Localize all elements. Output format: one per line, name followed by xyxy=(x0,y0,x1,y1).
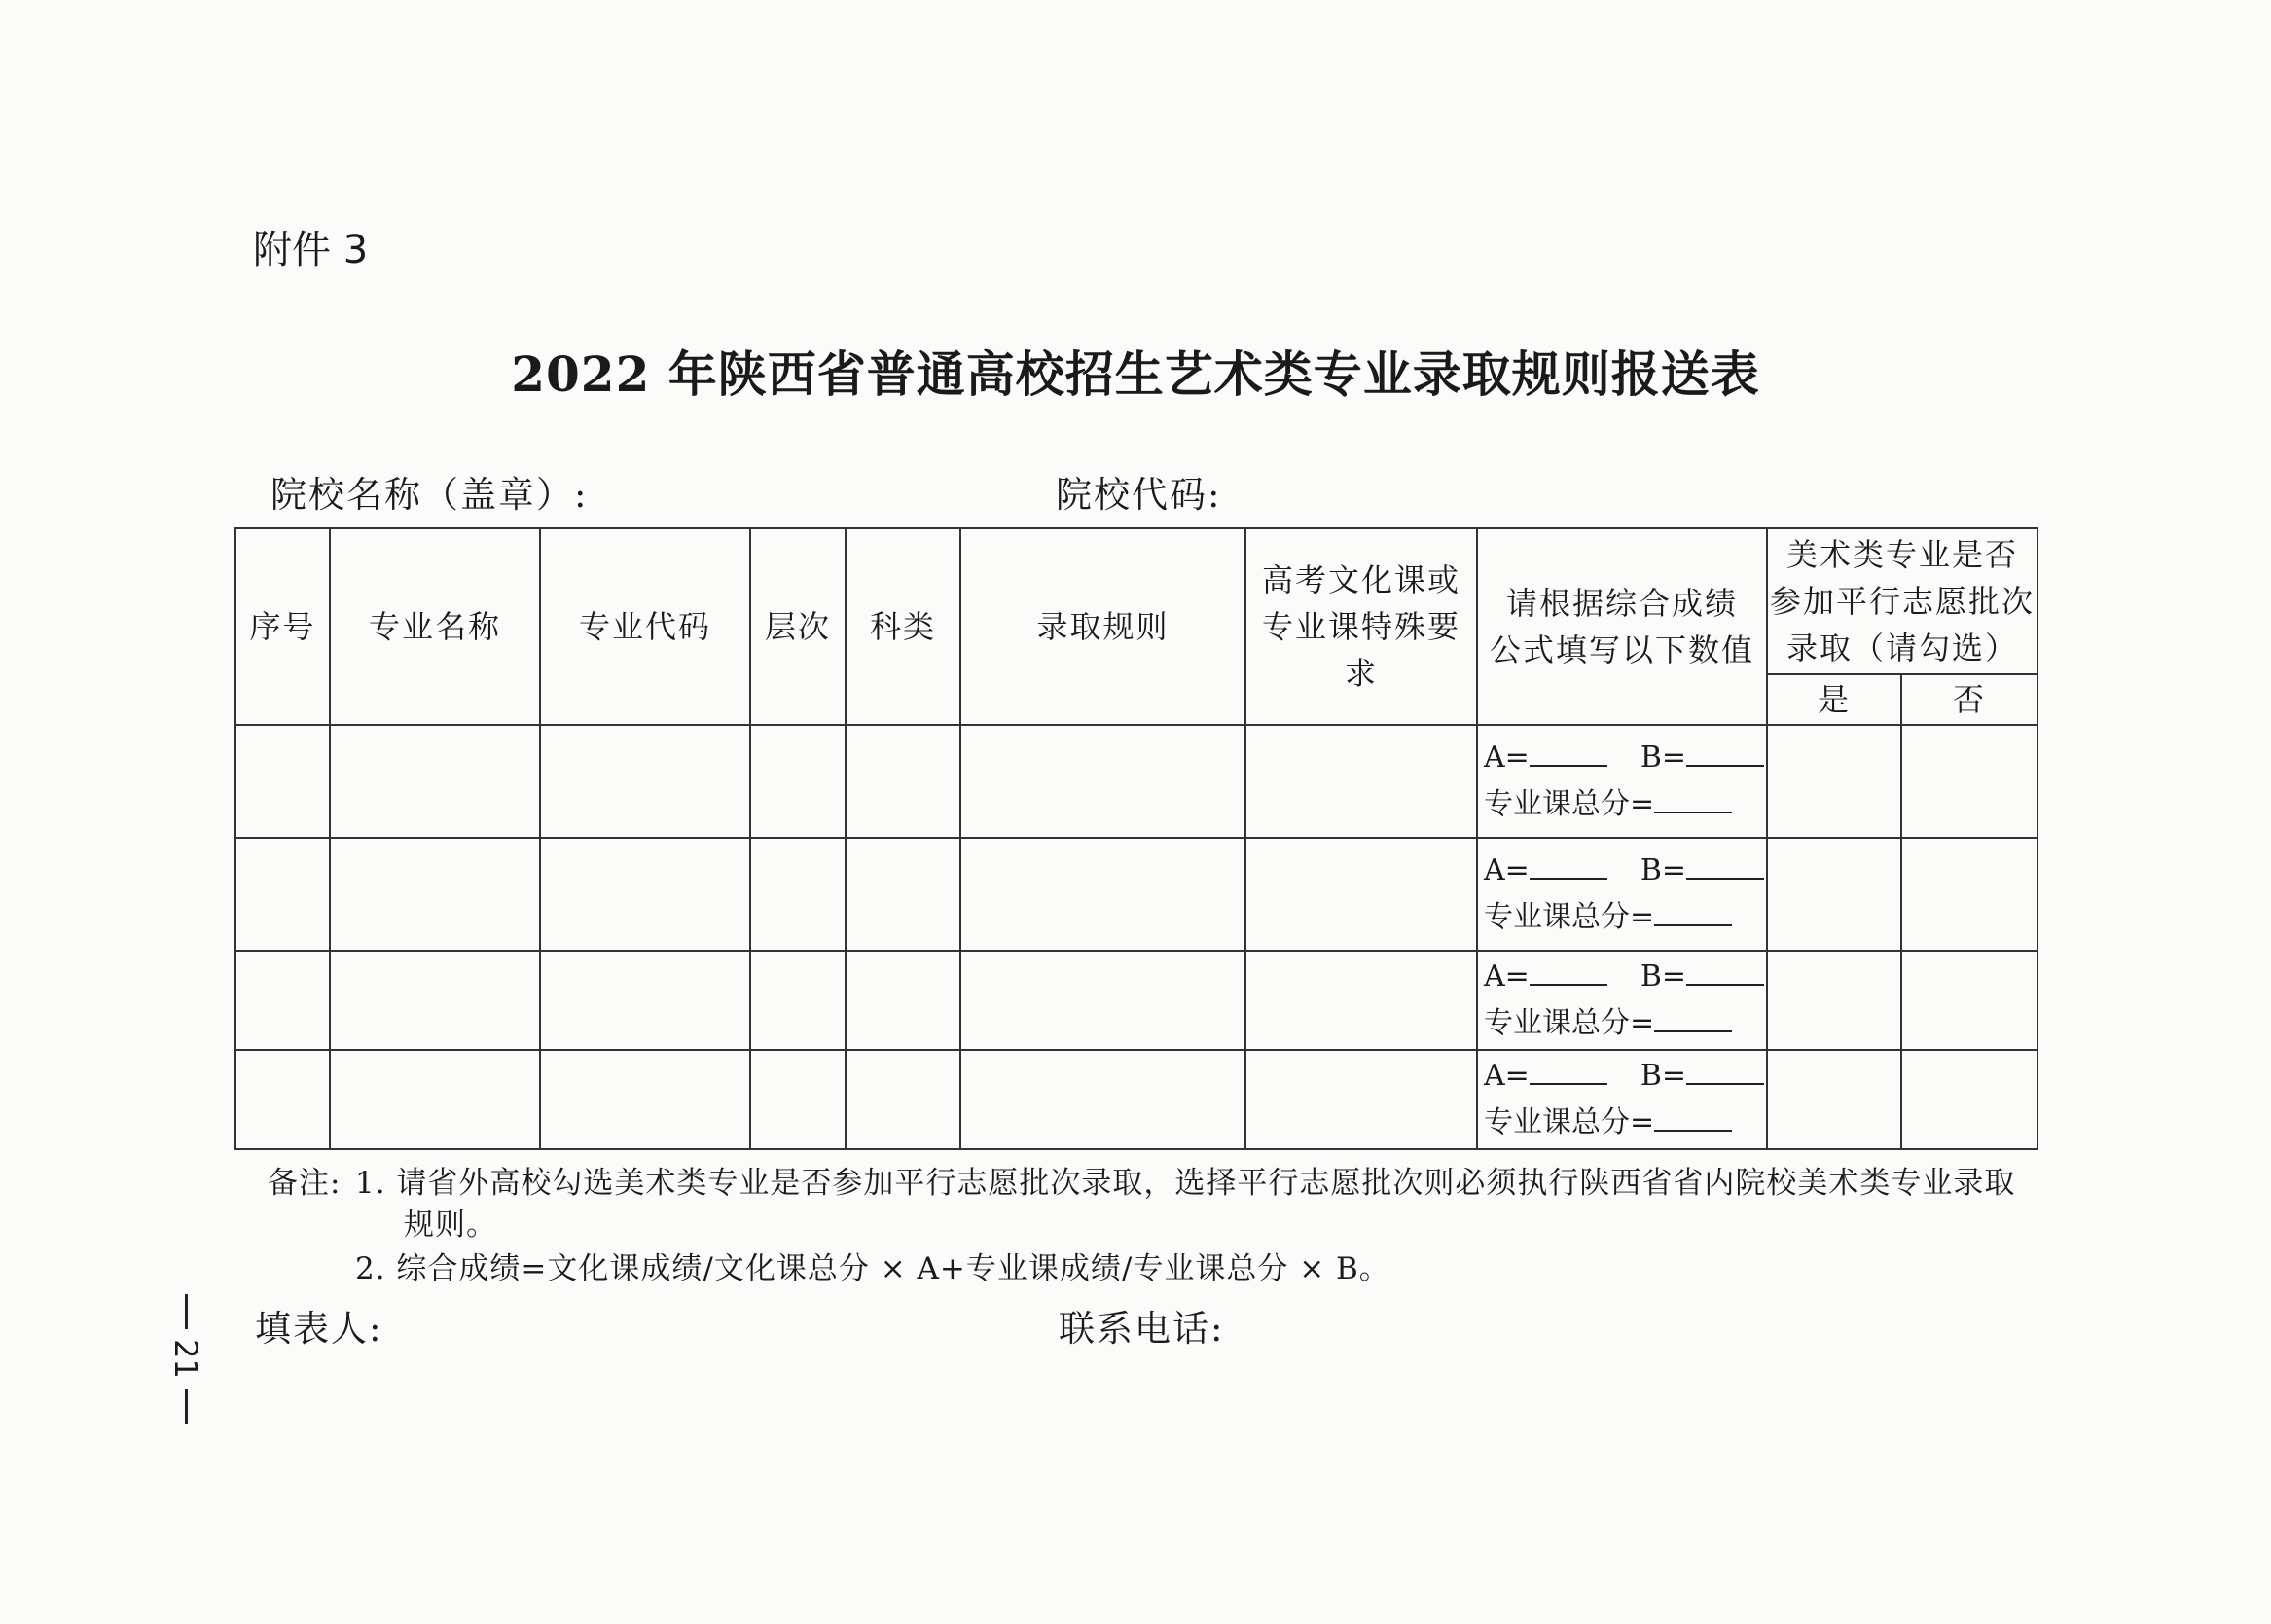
cell-category[interactable] xyxy=(846,951,960,1050)
page-number-dash-top xyxy=(185,1294,188,1329)
cell-level[interactable] xyxy=(750,951,846,1050)
cell-major-name[interactable] xyxy=(330,1050,540,1149)
table-row xyxy=(235,951,2037,1050)
cell-seq[interactable] xyxy=(235,838,330,951)
school-name-label: 院校名称（盖章）: xyxy=(270,474,589,516)
school-code-label: 院校代码: xyxy=(1056,474,1222,516)
cell-no-checkbox[interactable] xyxy=(1901,838,2037,951)
cell-major-name[interactable] xyxy=(330,951,540,1050)
cell-yes-checkbox[interactable] xyxy=(1767,1050,1901,1149)
cell-formula[interactable]: A= B= 专业课总分= xyxy=(1477,1050,1767,1149)
header-major-code: 专业代码 xyxy=(540,528,750,725)
cell-category[interactable] xyxy=(846,725,960,838)
cell-level[interactable] xyxy=(750,725,846,838)
header-major-name: 专业名称 xyxy=(330,528,540,725)
header-special-requirement: 高考文化课或 专业课特殊要求 xyxy=(1245,528,1477,725)
cell-major-code[interactable] xyxy=(540,1050,750,1149)
cell-admission-rule[interactable] xyxy=(960,838,1245,951)
cell-seq[interactable] xyxy=(235,1050,330,1149)
page-number-dash-bottom xyxy=(185,1389,188,1424)
cell-yes-checkbox[interactable] xyxy=(1767,838,1901,951)
cell-major-name[interactable] xyxy=(330,725,540,838)
table-row xyxy=(235,838,2037,951)
filler-label: 填表人: xyxy=(255,1308,383,1350)
cell-admission-rule[interactable] xyxy=(960,725,1245,838)
admission-rules-table xyxy=(234,527,2038,1150)
cell-level[interactable] xyxy=(750,1050,846,1149)
cell-special-requirement[interactable] xyxy=(1245,725,1477,838)
cell-admission-rule[interactable] xyxy=(960,1050,1245,1149)
page-number-text: 21 xyxy=(167,1339,204,1379)
header-seq: 序号 xyxy=(235,528,330,725)
cell-no-checkbox[interactable] xyxy=(1901,951,2037,1050)
header-no: 否 xyxy=(1901,674,2037,725)
cell-major-code[interactable] xyxy=(540,838,750,951)
cell-seq[interactable] xyxy=(235,951,330,1050)
page-title: 2022 年陕西省普通高校招生艺术类专业录取规则报送表 xyxy=(511,345,1760,403)
cell-major-code[interactable] xyxy=(540,725,750,838)
header-category: 科类 xyxy=(846,528,960,725)
cell-seq[interactable] xyxy=(235,725,330,838)
note-1-continued: 规则。 xyxy=(404,1208,497,1243)
cell-major-name[interactable] xyxy=(330,838,540,951)
cell-formula[interactable]: A= B= 专业课总分= xyxy=(1477,725,1767,838)
cell-yes-checkbox[interactable] xyxy=(1767,725,1901,838)
page-number xyxy=(167,1294,204,1424)
cell-level[interactable] xyxy=(750,838,846,951)
cell-major-code[interactable] xyxy=(540,951,750,1050)
cell-category[interactable] xyxy=(846,1050,960,1149)
phone-label: 联系电话: xyxy=(1059,1308,1225,1350)
cell-special-requirement[interactable] xyxy=(1245,1050,1477,1149)
notes-heading: 备注: xyxy=(268,1166,342,1201)
cell-no-checkbox[interactable] xyxy=(1901,725,2037,838)
cell-admission-rule[interactable] xyxy=(960,951,1245,1050)
header-parallel-volunteer: 美术类专业是否 参加平行志愿批次 录取（请勾选） xyxy=(1767,528,2037,674)
cell-no-checkbox[interactable] xyxy=(1901,1050,2037,1149)
cell-yes-checkbox[interactable] xyxy=(1767,951,1901,1050)
cell-special-requirement[interactable] xyxy=(1245,951,1477,1050)
attachment-label: 附件 3 xyxy=(253,228,369,272)
header-admission-rule: 录取规则 xyxy=(960,528,1245,725)
header-yes: 是 xyxy=(1767,674,1901,725)
cell-formula[interactable]: A= B= 专业课总分= xyxy=(1477,838,1767,951)
header-formula: 请根据综合成绩 公式填写以下数值 xyxy=(1477,528,1767,725)
header-level: 层次 xyxy=(750,528,846,725)
cell-formula[interactable]: A= B= 专业课总分= xyxy=(1477,951,1767,1050)
cell-special-requirement[interactable] xyxy=(1245,838,1477,951)
table-row xyxy=(235,1050,2037,1149)
cell-category[interactable] xyxy=(846,838,960,951)
table-row xyxy=(235,725,2037,838)
note-1: 1. 请省外高校勾选美术类专业是否参加平行志愿批次录取，选择平行志愿批次则必须执行陕西省省内院校美术类专业录取 xyxy=(355,1166,2016,1201)
note-2: 2. 综合成绩=文化课成绩/文化课总分 × A+专业课成绩/专业课总分 × B。 xyxy=(355,1251,1390,1286)
